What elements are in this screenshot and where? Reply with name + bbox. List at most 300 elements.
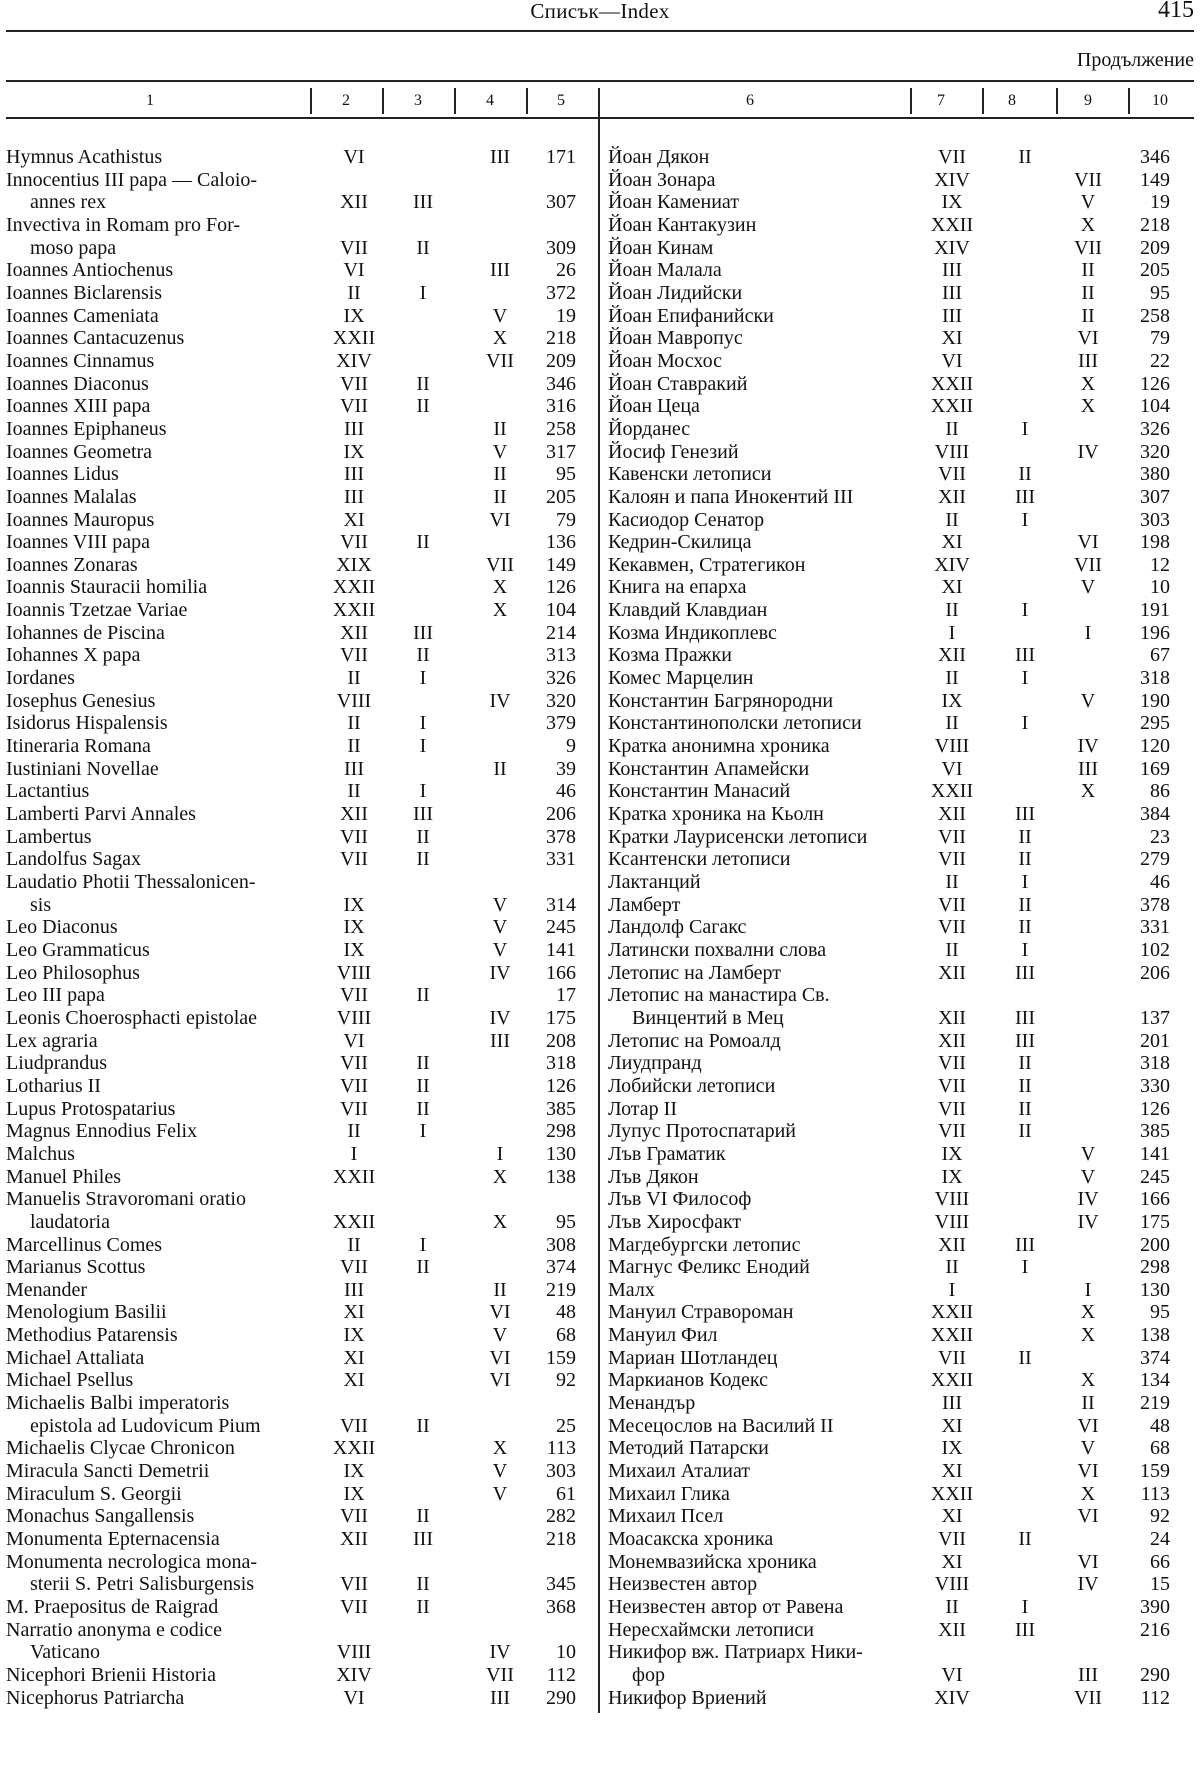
entry-name-bulgarian: Мариан Шотландец <box>608 1346 778 1369</box>
entry-name-latin: Marianus Scottus <box>6 1256 146 1279</box>
entry-name-latin: Itineraria Romana <box>6 735 151 758</box>
entry-series-b: V <box>492 440 508 463</box>
entry-page: 219 <box>1140 1392 1170 1415</box>
entry-series-b: V <box>492 1460 508 1483</box>
entry-series-b: V <box>492 1482 508 1505</box>
col-header-9: 9 <box>1084 92 1092 109</box>
entry-page: 196 <box>1140 621 1170 644</box>
entry-volume: XXII <box>930 1324 974 1347</box>
header-divider <box>982 88 984 114</box>
entry-series-a: III <box>1015 1618 1035 1641</box>
entry-series-b: V <box>1080 1437 1096 1460</box>
col-header-5: 5 <box>557 92 565 109</box>
entry-series-b: III <box>490 1686 510 1709</box>
entry-volume: VIII <box>934 1573 970 1596</box>
entry-name-bulgarian: Лиудпранд <box>608 1052 702 1075</box>
entry-volume: VII <box>938 146 966 168</box>
entry-page: 190 <box>1140 689 1170 712</box>
entry-series-b: III <box>1078 1663 1098 1686</box>
entry-volume: VII <box>340 1097 368 1120</box>
entry-series-a: I <box>1021 1596 1029 1618</box>
entry-name-latin: Ioannes Diaconus <box>6 372 149 395</box>
index-entry <box>0 644 1200 667</box>
entry-name-bulgarian: Йоан Мосхос <box>608 349 723 372</box>
entry-volume: IX <box>343 1482 365 1505</box>
entry-page: 368 <box>546 1596 576 1618</box>
entry-page: 374 <box>1140 1346 1170 1369</box>
entry-volume: XIV <box>336 1663 372 1686</box>
entry-series-b: X <box>492 599 508 622</box>
entry-volume: VII <box>340 1052 368 1075</box>
index-entry <box>0 622 1200 645</box>
entry-series-a: I <box>1021 1256 1029 1279</box>
index-entry <box>0 418 1200 441</box>
col-header-6: 6 <box>746 92 754 109</box>
entry-volume: XII <box>938 961 966 984</box>
entry-volume: XII <box>938 644 966 667</box>
entry-series-a: II <box>416 395 430 418</box>
entry-series-b: IV <box>489 961 511 984</box>
entry-volume: IX <box>343 440 365 463</box>
index-entry <box>0 1030 1200 1053</box>
entry-name-latin: Narratio anonyma e codice <box>6 1618 223 1641</box>
entry-name-latin: Ioannes Cantacuzenus <box>6 327 185 350</box>
entry-page: 209 <box>546 349 576 372</box>
entry-volume: XIV <box>336 349 372 372</box>
entry-volume: III <box>942 281 962 304</box>
entry-name-latin: Leo III papa <box>6 984 105 1007</box>
entry-series-b: V <box>492 938 508 961</box>
entry-volume: IX <box>343 893 365 916</box>
entry-page: 126 <box>1140 1097 1170 1120</box>
index-entry <box>0 1596 1200 1619</box>
entry-page: 141 <box>1140 1142 1170 1165</box>
entry-name-latin: Michael Psellus <box>6 1369 134 1392</box>
entry-series-a: II <box>416 1074 430 1097</box>
entry-volume: III <box>942 304 962 327</box>
entry-series-a: II <box>1018 1346 1032 1369</box>
entry-page: 385 <box>546 1097 576 1120</box>
entry-name-bulgarian: Константин Апамейски <box>608 757 810 780</box>
entry-series-a: III <box>1015 961 1035 984</box>
entry-name-bulgarian: Йоан Епифанийски <box>608 304 774 327</box>
entry-page: 214 <box>546 621 576 644</box>
entry-page: 24 <box>1150 1528 1170 1551</box>
entry-series-a: III <box>1015 644 1035 667</box>
entry-volume: II <box>945 871 959 893</box>
entry-volume: IX <box>941 1165 963 1188</box>
entry-name-latin: M. Praepositus de Raigrad <box>6 1596 219 1618</box>
entry-volume: II <box>347 1233 361 1256</box>
header-rule <box>6 30 1194 32</box>
entry-page: 134 <box>1140 1369 1170 1392</box>
index-entry <box>0 871 1200 894</box>
entry-series-a: II <box>416 1596 430 1618</box>
entry-page: 216 <box>1140 1618 1170 1641</box>
right-index-column <box>0 146 1200 1709</box>
entry-series-b: X <box>1080 395 1096 418</box>
index-entry <box>0 758 1200 781</box>
entry-series-a: II <box>416 372 430 395</box>
entry-name-latin: Ioannes Antiochenus <box>6 259 174 282</box>
entry-series-a: II <box>416 531 430 554</box>
index-entry <box>0 712 1200 735</box>
entry-series-a: I <box>419 780 427 803</box>
entry-name-latin: Miraculum S. Georgii <box>6 1482 182 1505</box>
entry-page: 130 <box>1140 1278 1170 1301</box>
index-entry <box>0 463 1200 486</box>
entry-page: 48 <box>1150 1414 1170 1437</box>
entry-page: 12 <box>1150 553 1170 576</box>
entry-volume: XXII <box>930 213 974 236</box>
entry-page: 130 <box>546 1142 576 1165</box>
entry-volume: XXII <box>930 1482 974 1505</box>
entry-series-b: I <box>1084 621 1092 644</box>
entry-volume: VII <box>340 848 368 871</box>
index-entry <box>0 237 1200 260</box>
entry-name-bulgarian: Йосиф Генезий <box>608 440 739 463</box>
entry-name-latin: Liudprandus <box>6 1052 108 1075</box>
entry-name-bulgarian: Никифор Вриений <box>608 1686 767 1709</box>
entry-page: 345 <box>546 1573 576 1596</box>
entry-volume: IX <box>941 1142 963 1165</box>
entry-page: 307 <box>1140 485 1170 508</box>
entry-name-bulgarian: Моасакска хроника <box>608 1528 774 1551</box>
entry-name-latin: Monachus Sangallensis <box>6 1505 195 1528</box>
entry-series-b: X <box>1080 1301 1096 1324</box>
entry-name-latin: Ioannes VIII papa <box>6 531 151 554</box>
entry-series-b: V <box>492 893 508 916</box>
entry-volume: VII <box>938 916 966 939</box>
entry-volume: XXII <box>332 1437 376 1460</box>
index-entry <box>0 1143 1200 1166</box>
entry-volume: VII <box>340 236 368 259</box>
entry-series-b: X <box>1080 372 1096 395</box>
entry-page: 10 <box>1150 576 1170 599</box>
entry-volume: VII <box>340 1074 368 1097</box>
entry-series-a: I <box>419 712 427 735</box>
entry-volume: XXII <box>930 1301 974 1324</box>
entry-page: 318 <box>1140 667 1170 690</box>
entry-name-bulgarian: Клавдий Клавдиан <box>608 599 768 622</box>
entry-page: 379 <box>546 712 576 735</box>
entry-volume: VIII <box>934 440 970 463</box>
entry-series-a: III <box>1015 485 1035 508</box>
entry-name-latin: Magnus Ennodius Felix <box>6 1120 198 1143</box>
entry-name-latin: Landolfus Sagax <box>6 848 141 871</box>
entry-page: 384 <box>1140 803 1170 826</box>
entry-volume: XXII <box>930 395 974 418</box>
entry-volume: XI <box>343 1369 365 1392</box>
entry-volume: VI <box>941 1663 963 1686</box>
index-entry <box>0 1211 1200 1234</box>
entry-volume: XII <box>938 1618 966 1641</box>
entry-name-latin: Miracula Sancti Demetrii <box>6 1460 210 1483</box>
entry-volume: VII <box>938 1346 966 1369</box>
index-entry <box>0 1324 1200 1347</box>
entry-volume: XXII <box>930 780 974 803</box>
entry-volume: XXII <box>332 1210 376 1233</box>
entry-volume: I <box>948 621 956 644</box>
entry-page: 175 <box>546 1006 576 1029</box>
index-entry <box>0 191 1200 214</box>
entry-series-b: VII <box>486 349 514 372</box>
entry-volume: XIV <box>934 553 970 576</box>
page-number: 415 <box>1158 0 1194 23</box>
entry-series-a: II <box>1018 848 1032 871</box>
entry-volume: IX <box>941 1437 963 1460</box>
entry-page: 309 <box>546 236 576 259</box>
entry-page: 245 <box>546 916 576 939</box>
entry-volume: III <box>344 463 364 486</box>
entry-name-latin: epistola ad Ludovicum Pium <box>30 1414 261 1437</box>
entry-page: 19 <box>556 304 576 327</box>
entry-name-latin: Malchus <box>6 1142 75 1165</box>
entry-page: 298 <box>1140 1256 1170 1279</box>
entry-page: 307 <box>546 191 576 214</box>
entry-page: 166 <box>546 961 576 984</box>
index-entry <box>0 1098 1200 1121</box>
entry-page: 320 <box>546 689 576 712</box>
col-header-1: 1 <box>146 92 154 109</box>
entry-name-bulgarian: Козма Индикоплевс <box>608 621 777 644</box>
entry-series-a: II <box>416 1097 430 1120</box>
entry-volume: VIII <box>336 961 372 984</box>
entry-series-a: II <box>416 1256 430 1279</box>
entry-volume: III <box>344 757 364 780</box>
entry-page: 200 <box>1140 1233 1170 1256</box>
entry-page: 26 <box>556 259 576 282</box>
entry-name-bulgarian: Константинополски летописи <box>608 712 862 735</box>
entry-series-b: II <box>1081 281 1095 304</box>
entry-page: 113 <box>546 1437 576 1460</box>
entry-series-b: III <box>490 1029 510 1052</box>
index-entry <box>0 984 1200 1007</box>
entry-volume: III <box>344 1278 364 1301</box>
entry-name-bulgarian: Мануил Фил <box>608 1324 718 1347</box>
entry-name-bulgarian: Кекавмен, Стратегикон <box>608 553 806 576</box>
entry-series-b: X <box>492 1165 508 1188</box>
entry-page: 120 <box>1140 735 1170 758</box>
entry-volume: XII <box>340 191 368 214</box>
entry-series-b: VI <box>1077 1550 1099 1573</box>
entry-name-latin: Ioannis Stauracii homilia <box>6 576 208 599</box>
entry-volume: XII <box>340 621 368 644</box>
entry-name-latin: sis <box>30 893 52 916</box>
entry-volume: VII <box>938 1052 966 1075</box>
index-entry <box>0 667 1200 690</box>
entry-name-bulgarian: Кратка хроника на Кьолн <box>608 803 824 826</box>
entry-volume: XI <box>941 327 963 350</box>
entry-volume: II <box>945 1596 959 1618</box>
entry-volume: VII <box>938 463 966 486</box>
index-entry <box>0 1573 1200 1596</box>
entry-name-bulgarian: Никифор вж. Патриарх Ники- <box>608 1641 863 1664</box>
index-entry <box>0 1234 1200 1257</box>
entry-page: 282 <box>546 1505 576 1528</box>
entry-series-a: II <box>416 1505 430 1528</box>
entry-series-a: III <box>413 191 433 214</box>
entry-series-a: I <box>1021 712 1029 735</box>
entry-name-bulgarian: Летопис на манастира Св. <box>608 984 830 1007</box>
entry-name-latin: Lactantius <box>6 780 90 803</box>
entry-page: 316 <box>546 395 576 418</box>
entry-name-bulgarian: Калоян и папа Инокентий III <box>608 485 854 508</box>
entry-page: 159 <box>546 1346 576 1369</box>
index-entry <box>0 1687 1200 1710</box>
entry-page: 17 <box>556 984 576 1007</box>
entry-name-bulgarian: Константин Манасий <box>608 780 791 803</box>
entry-page: 346 <box>546 372 576 395</box>
entry-series-b: VI <box>489 1369 511 1392</box>
entry-name-bulgarian: Монемвазийска хроника <box>608 1550 817 1573</box>
entry-page: 245 <box>1140 1165 1170 1188</box>
entry-volume: XXII <box>332 599 376 622</box>
entry-name-latin: Nicephorus Patriarcha <box>6 1686 185 1709</box>
index-entry <box>0 1460 1200 1483</box>
entry-name-latin: Isidorus Hispalensis <box>6 712 168 735</box>
entry-page: 48 <box>556 1301 576 1324</box>
entry-series-b: II <box>493 417 507 440</box>
entry-name-bulgarian: Лъв Хиросфакт <box>608 1210 742 1233</box>
entry-name-bulgarian: Мануил Страворoман <box>608 1301 794 1324</box>
entry-page: 68 <box>1150 1437 1170 1460</box>
entry-name-bulgarian: Константин Багрянородни <box>608 689 834 712</box>
entry-series-b: X <box>1080 1324 1096 1347</box>
entry-name-latin: Invectiva in Romam pro For- <box>6 213 240 236</box>
table-top-rule <box>6 80 1194 82</box>
entry-page: 191 <box>1140 599 1170 622</box>
entry-volume: XI <box>941 1505 963 1528</box>
entry-series-b: VI <box>1077 327 1099 350</box>
col-header-4: 4 <box>486 92 494 109</box>
entry-series-b: VI <box>1077 1505 1099 1528</box>
entry-name-latin: Nicephori Brienii Historia <box>6 1663 216 1686</box>
entry-name-bulgarian: Кедрин-Скилица <box>608 531 752 554</box>
entry-volume: XI <box>343 1301 365 1324</box>
entry-name-bulgarian: Летопис на Ламберт <box>608 961 782 984</box>
entry-name-latin: Lambertus <box>6 825 92 848</box>
entry-page: 79 <box>1150 327 1170 350</box>
entry-volume: XI <box>941 1460 963 1483</box>
entry-volume: II <box>945 599 959 622</box>
entry-page: 126 <box>546 1074 576 1097</box>
entry-name-latin: Innocentius III papa — Caloio- <box>6 168 258 191</box>
index-entry <box>0 169 1200 192</box>
entry-volume: VIII <box>934 1210 970 1233</box>
entry-series-a: I <box>419 735 427 758</box>
entry-series-a: III <box>413 803 433 826</box>
index-entry <box>0 1528 1200 1551</box>
entry-page: 46 <box>556 780 576 803</box>
entry-page: 206 <box>1140 961 1170 984</box>
entry-volume: IX <box>941 191 963 214</box>
entry-series-a: II <box>416 984 430 1007</box>
entry-name-latin: Michael Attaliata <box>6 1346 145 1369</box>
entry-name-latin: Manuelis Stravoromani oratio <box>6 1188 246 1211</box>
entry-series-a: II <box>416 1573 430 1596</box>
entry-name-bulgarian: Йоан Камениат <box>608 191 740 214</box>
entry-series-b: VII <box>486 553 514 576</box>
entry-name-bulgarian: Йоан Мавропус <box>608 327 743 350</box>
entry-page: 79 <box>556 508 576 531</box>
entry-series-b: VI <box>489 508 511 531</box>
entry-page: 25 <box>556 1414 576 1437</box>
entry-series-a: II <box>1018 893 1032 916</box>
entry-name-bulgarian: Йоан Зонара <box>608 168 716 191</box>
entry-volume: VII <box>340 1573 368 1596</box>
entry-page: 113 <box>1140 1482 1170 1505</box>
entry-volume: II <box>347 780 361 803</box>
entry-name-bulgarian: Ксантенски летописи <box>608 848 791 871</box>
index-entry <box>0 576 1200 599</box>
entry-series-b: VI <box>1077 531 1099 554</box>
entry-series-b: II <box>1081 1392 1095 1415</box>
entry-series-b: VI <box>489 1301 511 1324</box>
col-header-3: 3 <box>414 92 422 109</box>
index-entry <box>0 350 1200 373</box>
entry-volume: VII <box>938 1528 966 1551</box>
entry-name-bulgarian: Михаил Глика <box>608 1482 730 1505</box>
entry-volume: VII <box>340 1414 368 1437</box>
entry-name-latin: Ioannes Cameniata <box>6 304 159 327</box>
entry-volume: IX <box>343 916 365 939</box>
entry-volume: VII <box>340 531 368 554</box>
entry-series-b: X <box>492 1437 508 1460</box>
entry-series-a: I <box>1021 417 1029 440</box>
entry-page: 23 <box>1150 825 1170 848</box>
entry-series-b: VII <box>1074 553 1102 576</box>
entry-name-latin: Leonis Choerosphacti epistolae <box>6 1006 258 1029</box>
entry-volume: VII <box>938 1074 966 1097</box>
entry-series-a: II <box>1018 825 1032 848</box>
entry-series-a: II <box>1018 146 1032 168</box>
index-entry <box>0 735 1200 758</box>
entry-series-b: III <box>1078 349 1098 372</box>
entry-name-latin: Ioannes Malalas <box>6 485 137 508</box>
entry-name-bulgarian: Михаил Псел <box>608 1505 724 1528</box>
index-entry <box>0 599 1200 622</box>
entry-name-latin: annes rex <box>30 191 107 214</box>
index-entry <box>0 305 1200 328</box>
entry-name-bulgarian: Лобийски летописи <box>608 1074 776 1097</box>
entry-page: 206 <box>546 803 576 826</box>
entry-series-b: II <box>493 463 507 486</box>
entry-volume: XI <box>941 1414 963 1437</box>
entry-name-bulgarian: Лупус Протоспатарий <box>608 1120 797 1143</box>
index-entry <box>0 1007 1200 1030</box>
table-header-bottom-rule <box>6 117 1194 119</box>
entry-series-a: I <box>1021 871 1029 893</box>
entry-series-a: I <box>1021 667 1029 690</box>
entry-page: 15 <box>1150 1573 1170 1596</box>
entry-name-bulgarian: Магдебургски летопис <box>608 1233 801 1256</box>
entry-series-b: IV <box>1077 1573 1099 1596</box>
entry-volume: II <box>945 417 959 440</box>
entry-name-bulgarian: Маркианов Кодекс <box>608 1369 769 1392</box>
entry-page: 378 <box>1140 893 1170 916</box>
entry-page: 385 <box>1140 1120 1170 1143</box>
entry-name-bulgarian: Ландолф Сагакс <box>608 916 747 939</box>
entry-name-bulgarian: Методий Патарски <box>608 1437 769 1460</box>
entry-volume: III <box>942 259 962 282</box>
entry-name-latin: Ioannes Geometra <box>6 440 153 463</box>
entry-volume: I <box>948 1278 956 1301</box>
entry-series-a: II <box>416 848 430 871</box>
index-entry <box>0 1347 1200 1370</box>
entry-series-a: II <box>1018 916 1032 939</box>
entry-page: 104 <box>546 599 576 622</box>
